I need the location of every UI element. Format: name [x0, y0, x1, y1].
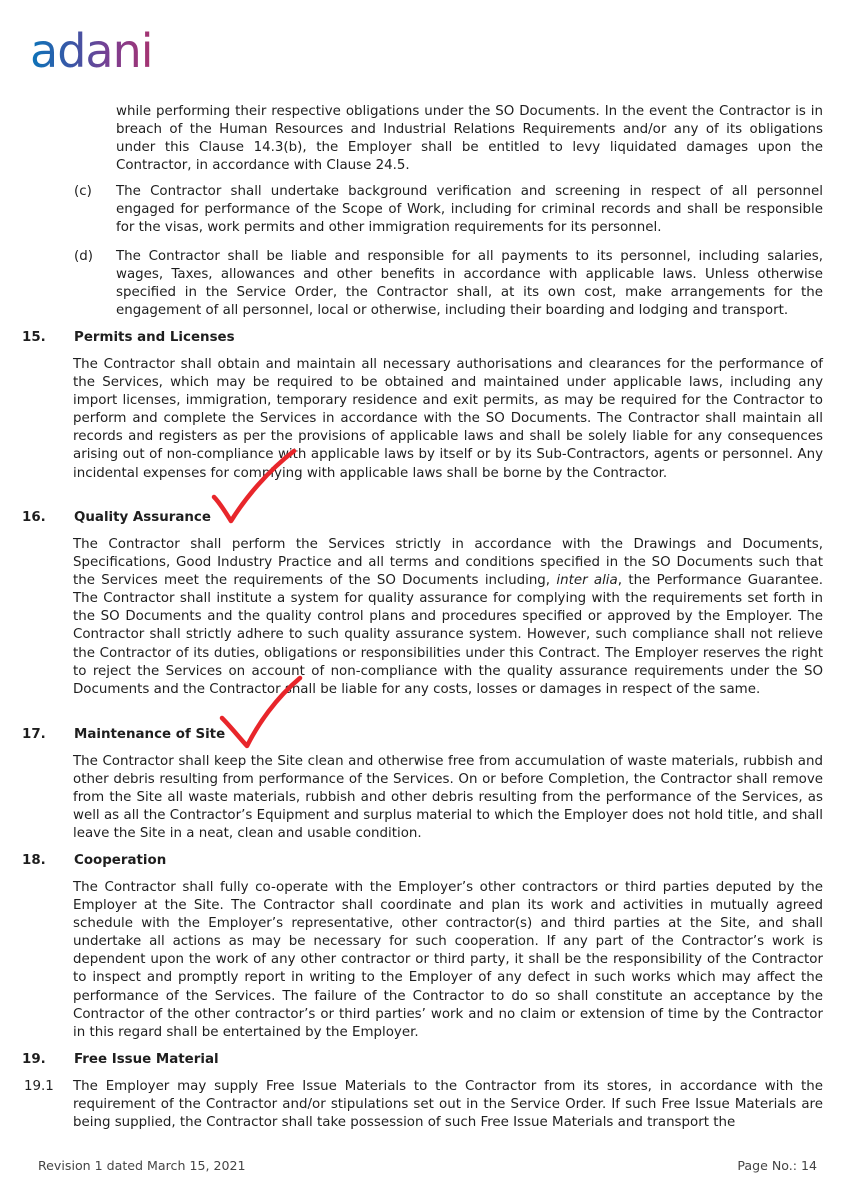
- section-16-title: Quality Assurance: [74, 510, 211, 525]
- section-19-title: Free Issue Material: [74, 1052, 219, 1067]
- item-d-paragraph: The Contractor shall be liable and responsible for all payments to its personnel, including salaries, wages, Taxes, allowances and other benefits in accordance with applicable laws. Unless otherwise specified in the Service Order, the Contractor shall, at its own cost, make arrangements for the engagement of all personnel, local or otherwise, including their boarding and lodging and transport.: [116, 249, 823, 319]
- section-18-number: 18.: [22, 853, 46, 868]
- section-18-body: The Contractor shall fully co-operate with the Employer’s other contractors or third parties deputed by the Employer at the Site. The Contractor shall coordinate and plan its work and activities in mutually agreed schedule with the Employer’s representative, other contractor(s) and third parties at the Site, and shall undertake all actions as may be necessary for such cooperation. If any part of the Contractor’s work is dependent upon the work of any other contractor or third party, it shall be the responsibility of the Contractor to inspect and promptly report in writing to the Employer of any defect in such works which may affect the performance of the Services. The failure of the Contractor to do so shall constitute an acceptance by the Contractor of the other contractor’s or third parties’ work and no claim or extension of time by the Contractor in this regard shall be entertained by the Employer.: [73, 880, 823, 1040]
- footer-revision: Revision 1 dated March 15, 2021: [38, 1158, 246, 1173]
- item-d-marker: (d): [74, 249, 93, 264]
- adani-logo: adani: [30, 20, 153, 82]
- section-18-title: Cooperation: [74, 853, 167, 868]
- item-c-paragraph: The Contractor shall undertake background verification and screening in respect of all personnel engaged for performance of the Scope of Work, including for criminal records and shall be responsible for the visas, work permits and other immigration requirements for its personnel.: [116, 184, 823, 236]
- continuation-paragraph: while performing their respective obligations under the SO Documents. In the event the Contractor is in breach of the Human Resources and Industrial Relations Requirements and/or any of its obligations under this Clause 14.3(b), the Employer shall be entitled to levy liquidated damages upon the Contractor, in accordance with Clause 24.5.: [116, 104, 823, 174]
- footer-page-number: Page No.: 14: [737, 1158, 817, 1173]
- item-c-marker: (c): [74, 184, 92, 199]
- section-17-title: Maintenance of Site: [74, 727, 226, 742]
- red-checkmark-icon: [216, 672, 306, 752]
- section-15-title: Permits and Licenses: [74, 330, 235, 345]
- red-checkmark-icon: [210, 447, 300, 527]
- section-16-body-italic: inter alia: [556, 573, 618, 589]
- section-16-number: 16.: [22, 510, 46, 525]
- section-19-1-number: 19.1: [24, 1079, 54, 1094]
- section-19-1-body: The Employer may supply Free Issue Materials to the Contractor from its stores, in accordance with the requirement of the Contractor and/or stipulations set out in the Service Order. If such Free Issue Materials are being supplied, the Contractor shall take possession of such Free Issue Materials and transport the: [73, 1079, 823, 1131]
- section-15-body: The Contractor shall obtain and maintain all necessary authorisations and clearances for the performance of the Services, which may be required to be obtained and maintained under applicable laws, including any import licenses, immigration, temporary residence and exit permits, as may be required for the Contractor to perform and complete the Services in accordance with the SO Documents. The Contractor shall maintain all records and registers as per the provisions of applicable laws and shall be solely liable for any consequences arising out of non-compliance with applicable laws by itself or by its Sub-Contractors, agents or personnel. Any incidental expenses for complying with applicable laws shall be borne by the Contractor.: [73, 357, 823, 481]
- section-16-body: [73, 536, 823, 699]
- section-16-body-start: The Contractor shall perform the Services strictly in accordance with the Drawings and Documents, Specifications, Good Industry Practice and all terms and conditions specified in the SO Documents such that the Services meet the requirements of the SO Documents including,: [73, 537, 823, 589]
- section-17-number: 17.: [22, 727, 46, 742]
- section-19-number: 19.: [22, 1052, 46, 1067]
- section-17-body: The Contractor shall keep the Site clean and otherwise free from accumulation of waste materials, rubbish and other debris resulting from performance of the Services. On or before Completion, the Contractor shall remove from the Site all waste materials, rubbish and other debris resulting from the performance of the Services, as well as all the Contractor’s Equipment and surplus material to which the Employer does not hold title, and shall leave the Site in a neat, clean and usable condition.: [73, 754, 823, 842]
- section-16-body-end: , the Performance Guarantee. The Contractor shall institute a system for quality assurance for complying with the requirements set forth in the SO Documents and the quality control plans and procedures specified or approved by the Employer. The Contractor shall strictly adhere to such quality assurance system. However, such compliance shall not relieve the Contractor of its duties, obligations or responsibilities under this Contract. The Employer reserves the right to reject the Services on account of non-compliance with the quality assurance requirements under the SO Documents and the Contractor shall be liable for any costs, losses or damages in respect of the same.: [73, 573, 824, 697]
- section-15-number: 15.: [22, 330, 46, 345]
